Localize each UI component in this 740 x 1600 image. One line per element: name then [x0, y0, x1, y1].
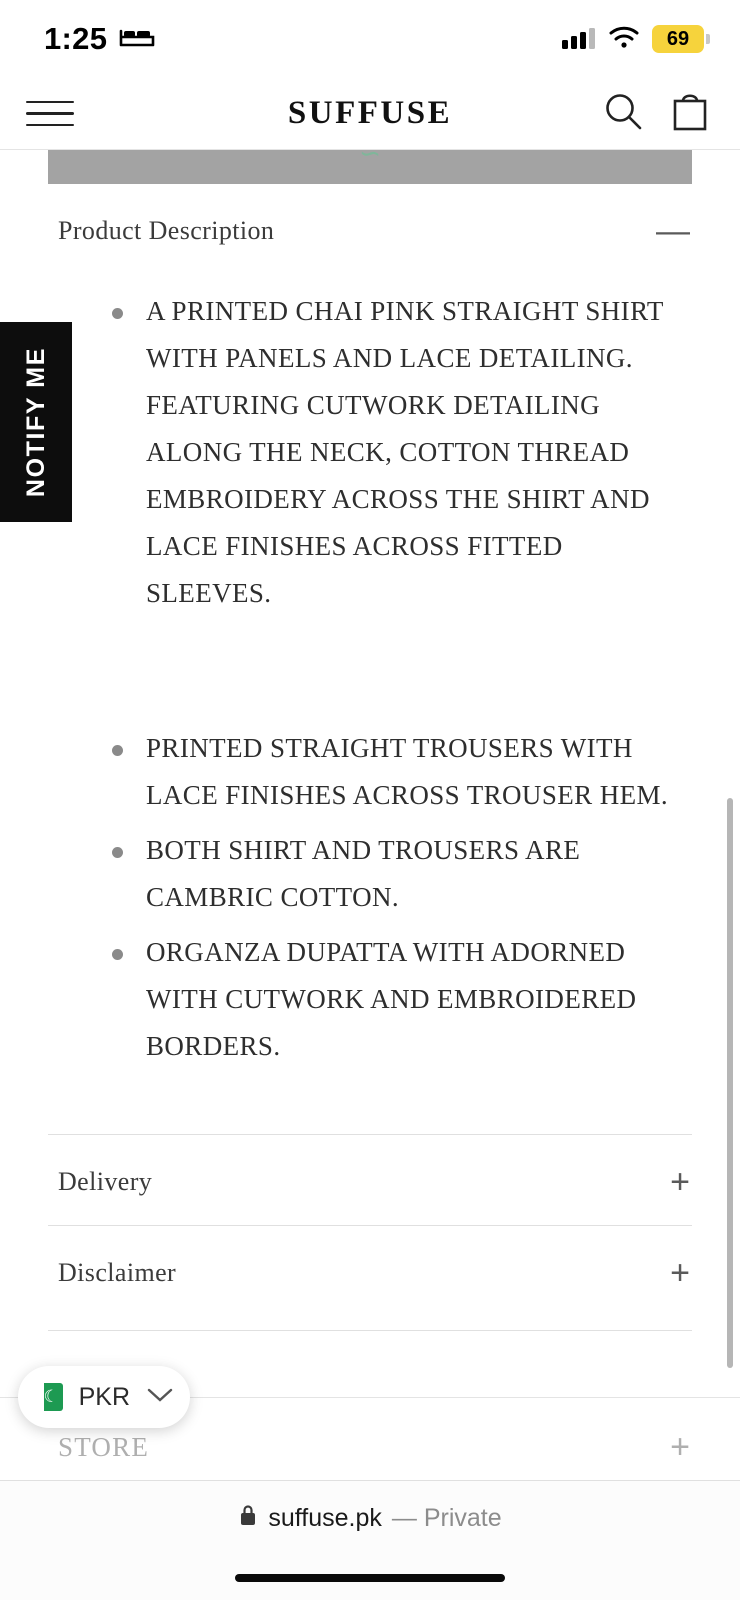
status-bar-right	[562, 25, 704, 54]
currency-selector[interactable]	[18, 1366, 190, 1428]
cellular-signal-icon	[562, 25, 596, 54]
product-image-strip	[0, 138, 740, 184]
status-time: 1:25	[44, 21, 108, 56]
footer-section-title: STORE	[58, 1431, 150, 1462]
description-list-group-two	[94, 725, 686, 1070]
chevron-down-icon[interactable]	[146, 1386, 174, 1409]
page-content	[0, 138, 740, 1530]
private-label: — Private	[391, 1504, 502, 1532]
accordion-header-product-description[interactable]	[48, 184, 692, 274]
url-display[interactable]	[238, 1503, 501, 1534]
pakistan-flag-icon: ☾	[34, 1383, 63, 1411]
status-bar-left	[44, 21, 155, 57]
accordion-header-delivery[interactable]	[48, 1134, 692, 1225]
lock-icon	[238, 1503, 258, 1534]
notify-me-tab[interactable]	[0, 322, 72, 522]
battery-indicator	[652, 25, 704, 53]
wifi-icon	[608, 25, 640, 54]
accordion-title: Product Description	[58, 216, 275, 245]
description-list-group-one	[94, 288, 686, 617]
list-item: PRINTED STRAIGHT TROUSERS WITH LACE FINISHES ACROSS TROUSER HEM.	[94, 725, 686, 819]
accordion-toggle-icon[interactable]: —	[656, 212, 690, 250]
status-bar	[0, 0, 740, 78]
product-accordion	[48, 184, 692, 1316]
description-spacer	[94, 625, 686, 725]
accordion-title: Delivery	[58, 1167, 153, 1196]
shopping-bag-icon[interactable]	[670, 89, 710, 138]
browser-bottom-bar	[0, 1480, 740, 1600]
product-description-body	[48, 274, 692, 1070]
footer-toggle-icon[interactable]: +	[670, 1428, 690, 1466]
accordion-toggle-icon[interactable]: +	[670, 1163, 690, 1201]
header-actions	[602, 89, 710, 138]
search-icon[interactable]	[602, 90, 644, 137]
home-indicator[interactable]	[235, 1574, 505, 1582]
list-item: A PRINTED CHAI PINK STRAIGHT SHIRT WITH PANELS AND LACE DETAILING. FEATURING CUTWORK DETAILING ALONG THE NECK, COTTON THREAD EMBROIDERY ACROSS THE SHIRT AND LACE FINISHES ACROSS FITTED SLEEVES.	[94, 288, 686, 617]
accordion-title: Disclaimer	[58, 1258, 177, 1287]
battery-level: 69	[666, 27, 690, 50]
currency-code: PKR	[78, 1382, 130, 1411]
accordion-toggle-icon[interactable]: +	[670, 1254, 690, 1292]
bed-icon	[119, 25, 155, 54]
accordion-header-disclaimer[interactable]	[48, 1225, 692, 1316]
notify-me-label: NOTIFY ME	[21, 346, 50, 498]
scrollbar[interactable]	[727, 798, 733, 1368]
image-swirl-icon: ∽	[359, 138, 381, 168]
list-item: ORGANZA DUPATTA WITH ADORNED WITH CUTWORK AND EMBROIDERED BORDERS.	[94, 929, 686, 1070]
list-item: BOTH SHIRT AND TROUSERS ARE CAMBRIC COTTON.	[94, 827, 686, 921]
url-host: suffuse.pk	[268, 1504, 382, 1532]
brand-logo[interactable]: SUFFUSE	[287, 95, 453, 131]
